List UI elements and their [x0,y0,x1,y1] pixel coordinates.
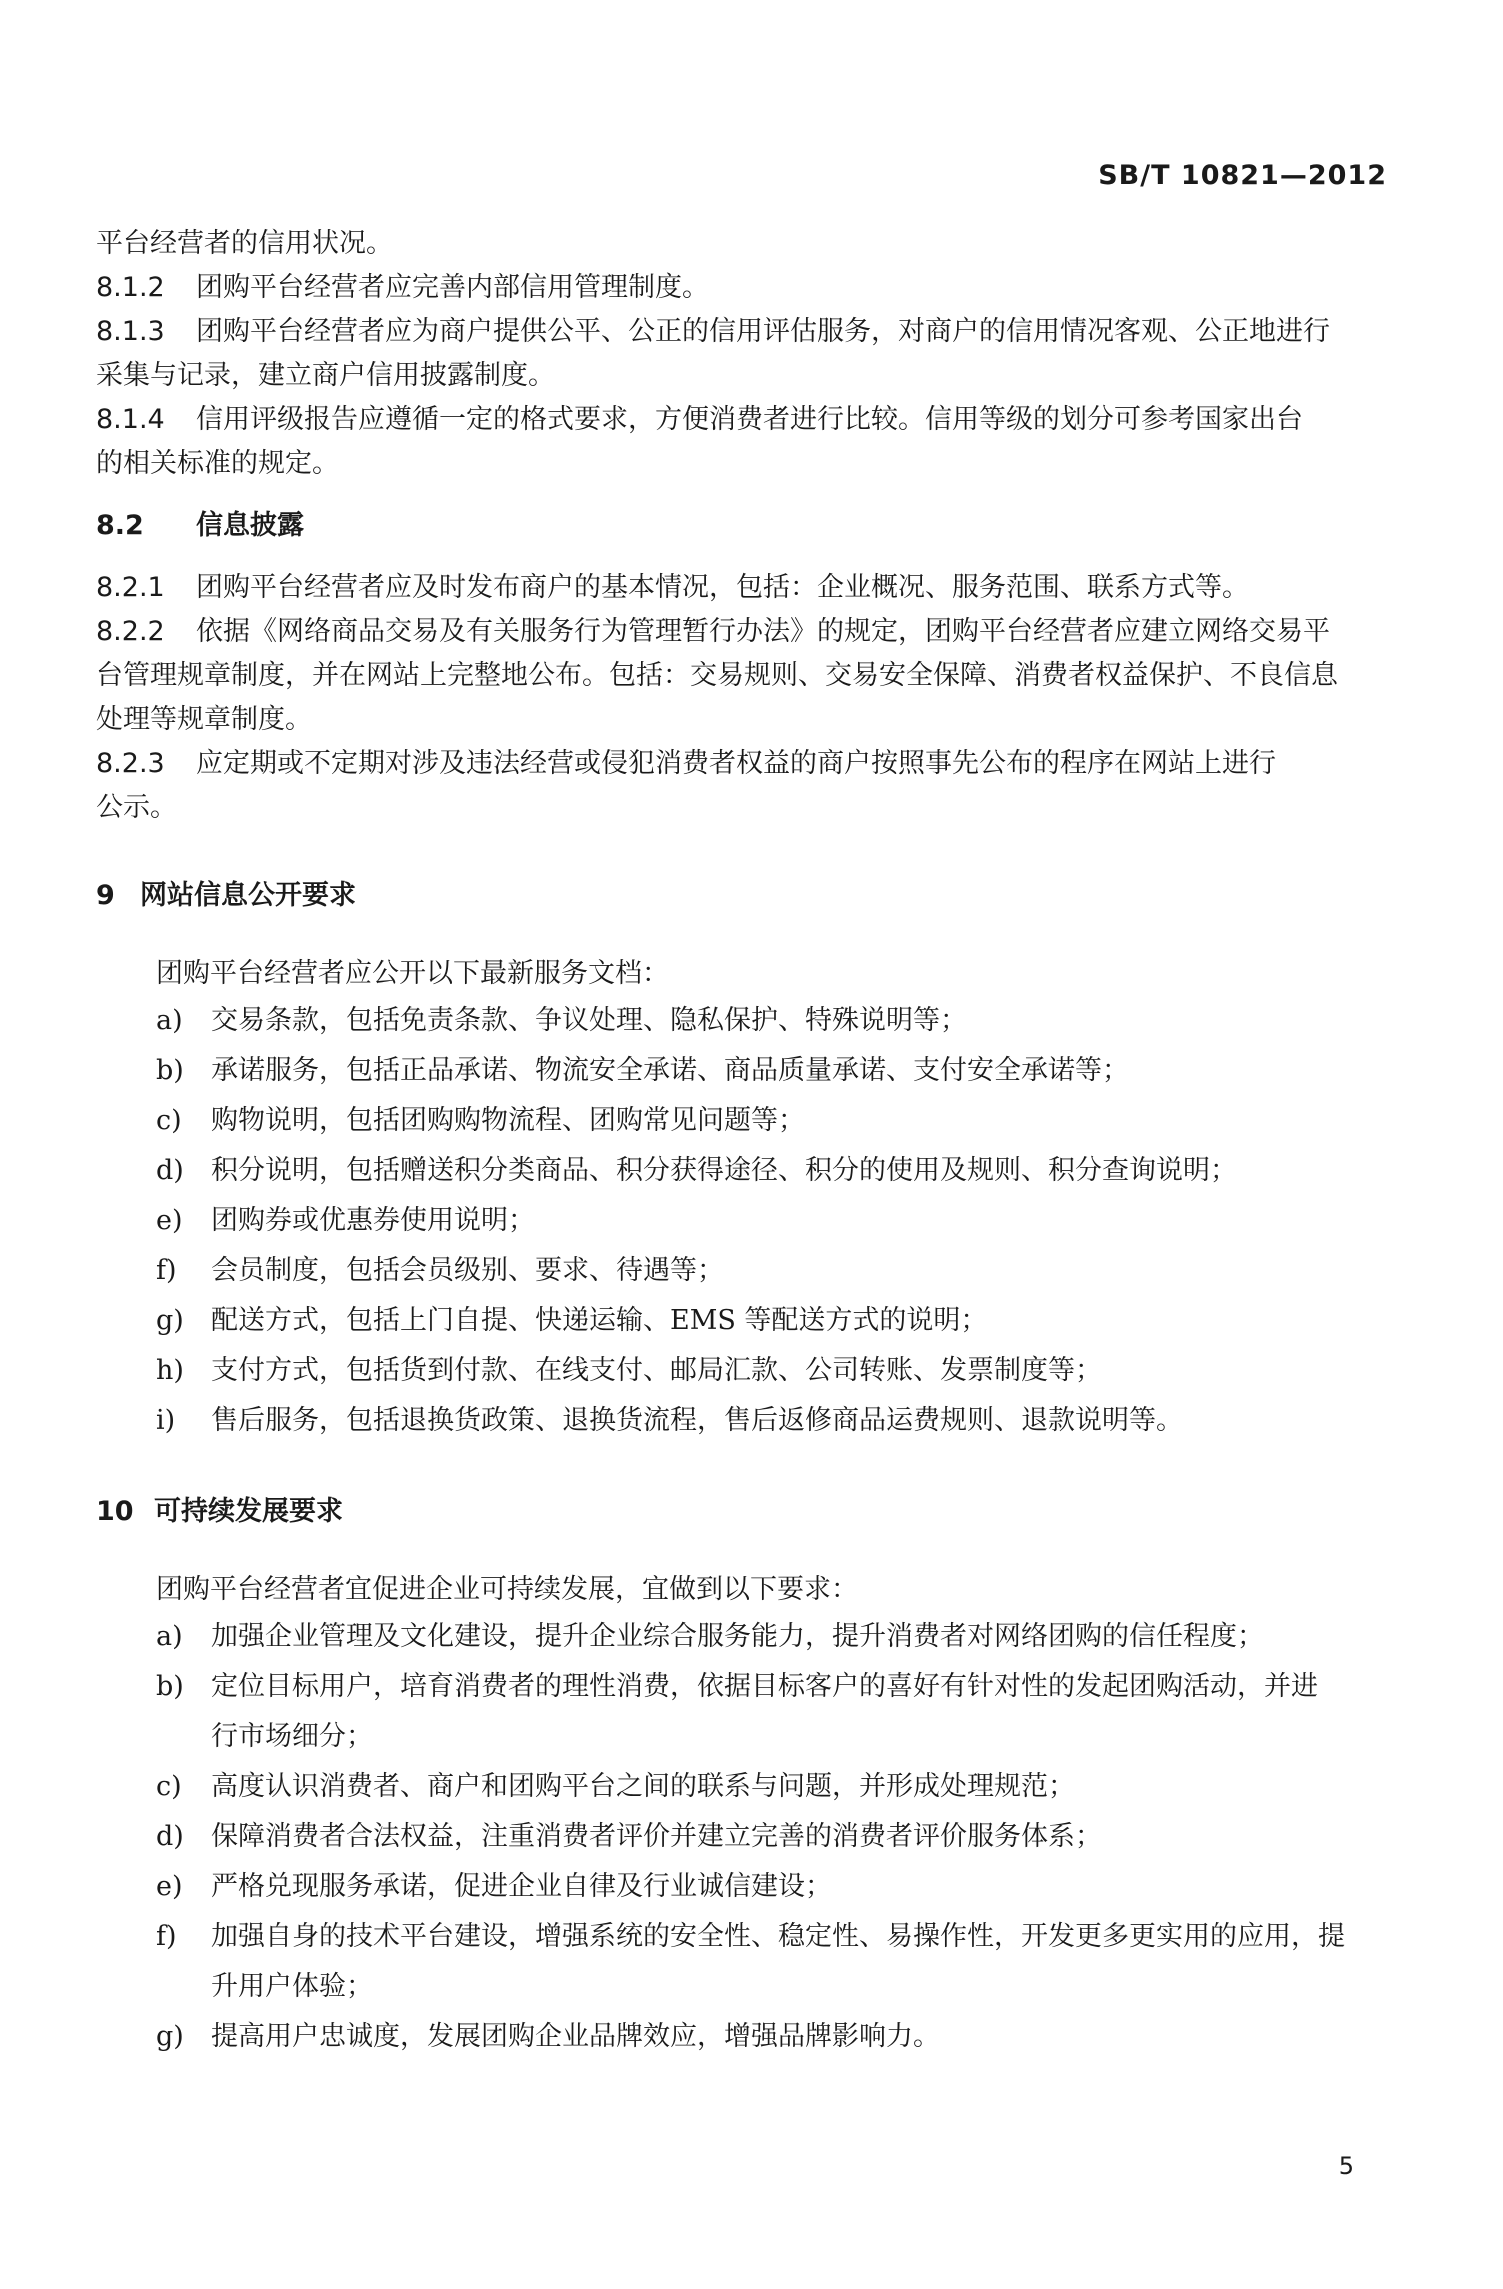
list-marker: e) [156,1205,183,1236]
section-title: 网站信息公开要求 [140,880,356,911]
list-marker: e) [156,1871,183,1902]
section-title: 信息披露 [196,510,304,541]
list-item-text: 加强企业管理及文化建设，提升企业综合服务能力，提升消费者对网络团购的信任程度； [211,1621,1264,1652]
list-item [96,996,1391,1046]
list-marker: a) [156,1621,183,1652]
list-item [96,1096,1391,1146]
list-item-continuation: 行市场细分； [211,1721,373,1752]
clause-text: 信用评级报告应遵循一定的格式要求，方便消费者进行比较。信用等级的划分可参考国家出台 [196,404,1303,435]
clause-number: 8.2.1 [96,572,165,603]
list-marker: g) [156,1305,184,1336]
section-9-intro: 团购平台经营者应公开以下最新服务文档： [156,958,669,989]
clause-8-2-2-cont: 处理等规章制度。 [96,704,312,735]
list-item-text: 保障消费者合法权益，注重消费者评价并建立完善的消费者评价服务体系； [211,1821,1102,1852]
list-item [96,1296,1391,1346]
clause-8-2-3-cont: 公示。 [96,792,177,823]
paragraph-continuation: 平台经营者的信用状况。 [96,228,393,259]
clause-8-1-2 [96,266,1391,310]
section-10-intro: 团购平台经营者宜促进企业可持续发展，宜做到以下要求： [156,1574,858,1605]
list-item-text: 加强自身的技术平台建设，增强系统的安全性、稳定性、易操作性，开发更多更实用的应用，提 [211,1921,1345,1952]
clause-number: 8.1.2 [96,272,165,303]
clause-8-1-3-cont: 采集与记录，建立商户信用披露制度。 [96,360,555,391]
clause-number: 8.2.3 [96,748,165,779]
list-item-text: 严格兑现服务承诺，促进企业自律及行业诚信建设； [211,1871,832,1902]
clause-8-2-2 [96,610,1391,654]
clause-8-2-2-cont: 台管理规章制度，并在网站上完整地公布。包括：交易规则、交易安全保障、消费者权益保护、不良信息 [96,660,1338,691]
list-marker: b) [156,1671,184,1702]
list-item [96,1046,1391,1096]
list-item [96,1196,1391,1246]
clause-text: 团购平台经营者应及时发布商户的基本情况，包括：企业概况、服务范围、联系方式等。 [196,572,1249,603]
list-item [96,1246,1391,1296]
list-item-text: 提高用户忠诚度，发展团购企业品牌效应，增强品牌影响力。 [211,2021,940,2052]
clause-number: 8.1.3 [96,316,165,347]
clause-number: 8.2.2 [96,616,165,647]
list-item-text: 积分说明，包括赠送积分类商品、积分获得途径、积分的使用及规则、积分查询说明； [211,1155,1237,1186]
list-marker: d) [156,1821,184,1852]
list-marker: i) [156,1405,176,1436]
page-number: 5 [1338,2152,1354,2180]
clause-text: 团购平台经营者应完善内部信用管理制度。 [196,272,709,303]
list-item-text: 会员制度，包括会员级别、要求、待遇等； [211,1255,724,1286]
clause-8-1-4 [96,398,1391,442]
list-marker: b) [156,1055,184,1086]
section-number: 9 [96,880,115,911]
list-item-text: 售后服务，包括退换货政策、退换货流程，售后返修商品运费规则、退款说明等。 [211,1405,1183,1436]
list-item [96,1662,1391,1712]
list-item [96,1346,1391,1396]
list-item-text: 定位目标用户，培育消费者的理性消费，依据目标客户的喜好有针对性的发起团购活动，并进 [211,1671,1318,1702]
clause-8-2-3 [96,742,1391,786]
list-item [96,1396,1391,1446]
list-item-text: 高度认识消费者、商户和团购平台之间的联系与问题，并形成处理规范； [211,1771,1075,1802]
list-marker: g) [156,2021,184,2052]
list-item [96,1146,1391,1196]
clause-number: 8.1.4 [96,404,165,435]
section-heading-10 [96,1490,1391,1534]
list-marker: f) [156,1921,177,1952]
list-item [96,1912,1391,1962]
list-item-text: 承诺服务，包括正品承诺、物流安全承诺、商品质量承诺、支付安全承诺等； [211,1055,1129,1086]
section-heading-8-2 [96,504,1391,548]
document-body [96,222,1391,2062]
list-marker: a) [156,1005,183,1036]
section-9-list [96,996,1391,1446]
standard-code: SB/T 10821—2012 [1098,160,1387,191]
section-number: 8.2 [96,510,144,541]
clause-text: 依据《网络商品交易及有关服务行为管理暂行办法》的规定，团购平台经营者应建立网络交易平 [196,616,1330,647]
list-marker: f) [156,1255,177,1286]
section-number: 10 [96,1496,134,1527]
clause-text: 团购平台经营者应为商户提供公平、公正的信用评估服务，对商户的信用情况客观、公正地进行 [196,316,1330,347]
list-marker: c) [156,1771,182,1802]
list-item-continuation: 升用户体验； [211,1971,373,2002]
section-10-list [96,1612,1391,2062]
section-heading-9 [96,874,1391,918]
list-item [96,1612,1391,1662]
list-item-text: 配送方式，包括上门自提、快递运输、EMS 等配送方式的说明； [211,1305,988,1336]
section-title: 可持续发展要求 [154,1496,343,1527]
list-item [96,1762,1391,1812]
list-item [96,1812,1391,1862]
list-item-text: 购物说明，包括团购购物流程、团购常见问题等； [211,1105,805,1136]
list-marker: h) [156,1355,184,1386]
clause-8-1-4-cont: 的相关标准的规定。 [96,448,339,479]
list-marker: d) [156,1155,184,1186]
list-item-text: 支付方式，包括货到付款、在线支付、邮局汇款、公司转账、发票制度等； [211,1355,1102,1386]
clause-8-2-1 [96,566,1391,610]
list-item-text: 团购券或优惠券使用说明； [211,1205,535,1236]
list-item [96,2012,1391,2062]
list-marker: c) [156,1105,182,1136]
list-item-text: 交易条款，包括免责条款、争议处理、隐私保护、特殊说明等； [211,1005,967,1036]
clause-8-1-3 [96,310,1391,354]
list-item [96,1862,1391,1912]
clause-text: 应定期或不定期对涉及违法经营或侵犯消费者权益的商户按照事先公布的程序在网站上进行 [196,748,1276,779]
